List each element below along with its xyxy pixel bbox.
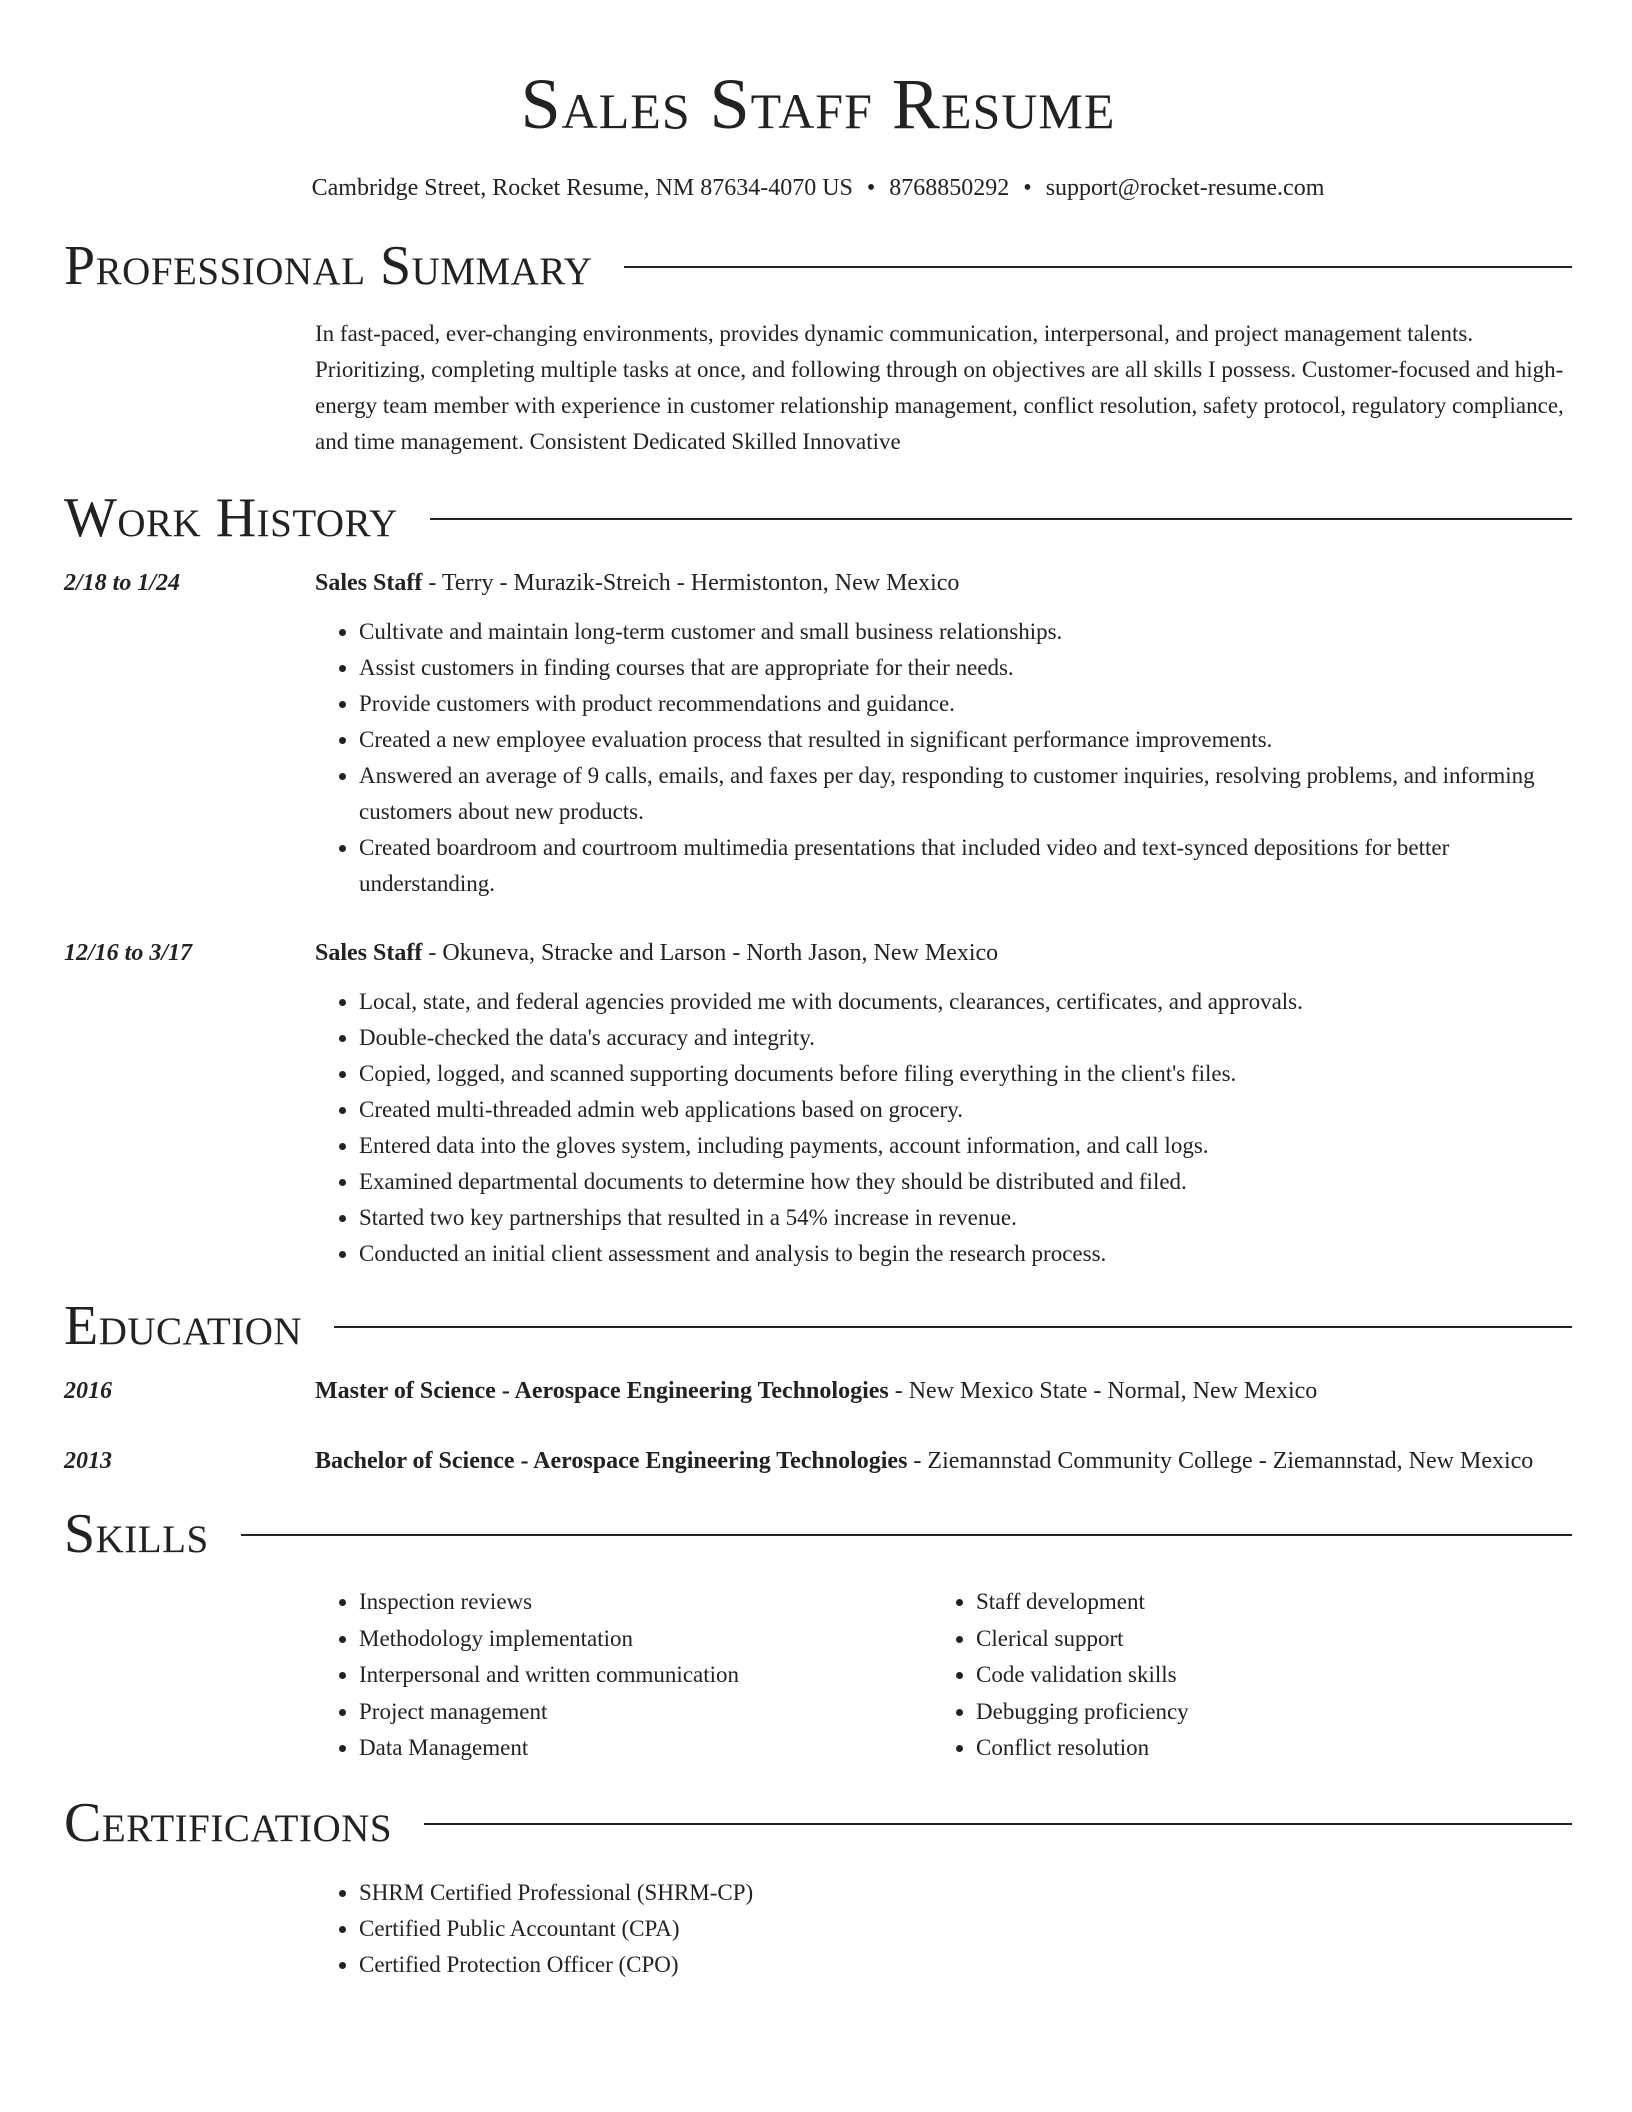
skill-item: • Code validation skills [976, 1657, 1189, 1694]
contact-line [64, 172, 1572, 204]
section-heading: Skills [64, 1503, 209, 1565]
job-heading [315, 934, 1572, 972]
education-entry [64, 1372, 1572, 1410]
skills-list [315, 1584, 1572, 1767]
section-summary-header [64, 234, 1572, 298]
job-bullet: • Copied, logged, and scanned supporting documents before filing everything in the client's files. [359, 1056, 1572, 1092]
education-year: 2016 [64, 1378, 112, 1404]
skill-item: • Interpersonal and written communication [359, 1657, 932, 1694]
section-certifications-header [64, 1791, 1572, 1855]
contact-phone: 8768850292 [889, 175, 1010, 201]
contact-separator: • [866, 175, 876, 201]
skill-item: • Project management [359, 1694, 932, 1731]
job-bullet: • Created a new employee evaluation process that resulted in significant performance improvements. [359, 722, 1572, 758]
certification-item: • Certified Protection Officer (CPO) [359, 1947, 1572, 1983]
skill-item: • Inspection reviews [359, 1584, 932, 1621]
education-details: - Ziemannstad Community College - Ziemannstad, New Mexico [907, 1448, 1534, 1474]
section-divider [424, 1823, 1572, 1825]
job-entry [64, 564, 1572, 902]
job-bullet: • Double-checked the data's accuracy and integrity. [359, 1020, 1572, 1056]
summary-text: In fast-paced, ever-changing environments, provides dynamic communication, interpersonal, and project management talents. Prioritizing, completing multiple tasks at once, and following through on objectives are all skills I possess. Customer-focused and high-energy team member with experience in customer relationship management, conflict resolution, safety protocol, regulatory compliance, and time management. Consistent Dedicated Skilled Innovative [315, 321, 1564, 454]
job-details: - Okuneva, Stracke and Larson - North Jason, New Mexico [422, 940, 999, 966]
job-title: Sales Staff [315, 570, 423, 596]
job-bullet: • Answered an average of 9 calls, emails, and faxes per day, responding to customer inquiries, resolving problems, and informing customers about new products. [359, 758, 1572, 830]
education-entry [64, 1442, 1572, 1480]
skill-item: • Data Management [359, 1730, 932, 1767]
job-bullet: • Started two key partnerships that resulted in a 54% increase in revenue. [359, 1200, 1572, 1236]
section-education-header [64, 1294, 1572, 1358]
job-heading [315, 564, 1572, 602]
certifications-list [315, 1875, 1572, 1983]
section-skills-header [64, 1502, 1572, 1566]
skill-item: • Clerical support [976, 1621, 1189, 1658]
section-divider [624, 266, 1572, 268]
contact-address: Cambridge Street, Rocket Resume, NM 87634-4070 US [311, 175, 853, 201]
job-bullet: • Created boardroom and courtroom multimedia presentations that included video and text-synced depositions for better understanding. [359, 830, 1572, 902]
job-bullets [315, 614, 1572, 902]
education-details: - New Mexico State - Normal, New Mexico [888, 1378, 1318, 1404]
skill-item: • Staff development [976, 1584, 1189, 1621]
education-content [315, 1442, 1572, 1480]
section-divider [241, 1534, 1572, 1536]
skill-item: • Conflict resolution [976, 1730, 1189, 1767]
certifications-bullets [315, 1875, 1572, 1983]
job-content [315, 564, 1572, 902]
education-degree: Master of Science - Aerospace Engineering Technologies [315, 1378, 889, 1404]
contact-separator: • [1023, 175, 1032, 201]
skill-item: • Debugging proficiency [976, 1694, 1189, 1731]
section-work-header [64, 486, 1572, 550]
skill-item: • Methodology implementation [359, 1621, 932, 1658]
certification-item: • SHRM Certified Professional (SHRM-CP) [359, 1875, 1572, 1911]
job-details: - Terry - Murazik-Streich - Hermistonton, New Mexico [422, 570, 960, 596]
section-heading: Education [64, 1295, 303, 1357]
resume-page [64, 0, 1572, 1983]
contact-email: support@rocket-resume.com [1045, 175, 1325, 201]
job-bullet: • Local, state, and federal agencies provided me with documents, clearances, certificates, and approvals. [359, 984, 1572, 1020]
education-year: 2013 [64, 1448, 112, 1474]
job-bullets [315, 984, 1572, 1272]
job-bullet: • Provide customers with product recommendations and guidance. [359, 686, 1572, 722]
job-dates: 12/16 to 3/17 [64, 940, 193, 966]
job-title: Sales Staff [315, 940, 423, 966]
job-dates: 2/18 to 1/24 [64, 570, 181, 596]
job-entry [64, 934, 1572, 1272]
job-bullet: • Created multi-threaded admin web applications based on grocery. [359, 1092, 1572, 1128]
skills-column-2 [932, 1584, 1189, 1767]
section-heading: Professional Summary [64, 235, 593, 297]
job-bullet: • Cultivate and maintain long-term customer and small business relationships. [359, 614, 1572, 650]
skills-column-1 [315, 1584, 932, 1767]
job-content [315, 934, 1572, 1272]
job-bullet: • Conducted an initial client assessment and analysis to begin the research process. [359, 1236, 1572, 1272]
resume-title: Sales Staff Resume [520, 64, 1116, 144]
job-bullet: • Examined departmental documents to determine how they should be distributed and filed. [359, 1164, 1572, 1200]
certification-item: • Certified Public Accountant (CPA) [359, 1911, 1572, 1947]
section-divider [334, 1326, 1572, 1328]
section-divider [430, 518, 1572, 520]
job-bullet: • Entered data into the gloves system, including payments, account information, and call logs. [359, 1128, 1572, 1164]
section-heading: Certifications [64, 1791, 393, 1854]
section-heading: Work History [64, 487, 398, 549]
education-content [315, 1372, 1572, 1410]
job-bullet: • Assist customers in finding courses that are appropriate for their needs. [359, 650, 1572, 686]
education-degree: Bachelor of Science - Aerospace Engineering Technologies [315, 1448, 908, 1474]
